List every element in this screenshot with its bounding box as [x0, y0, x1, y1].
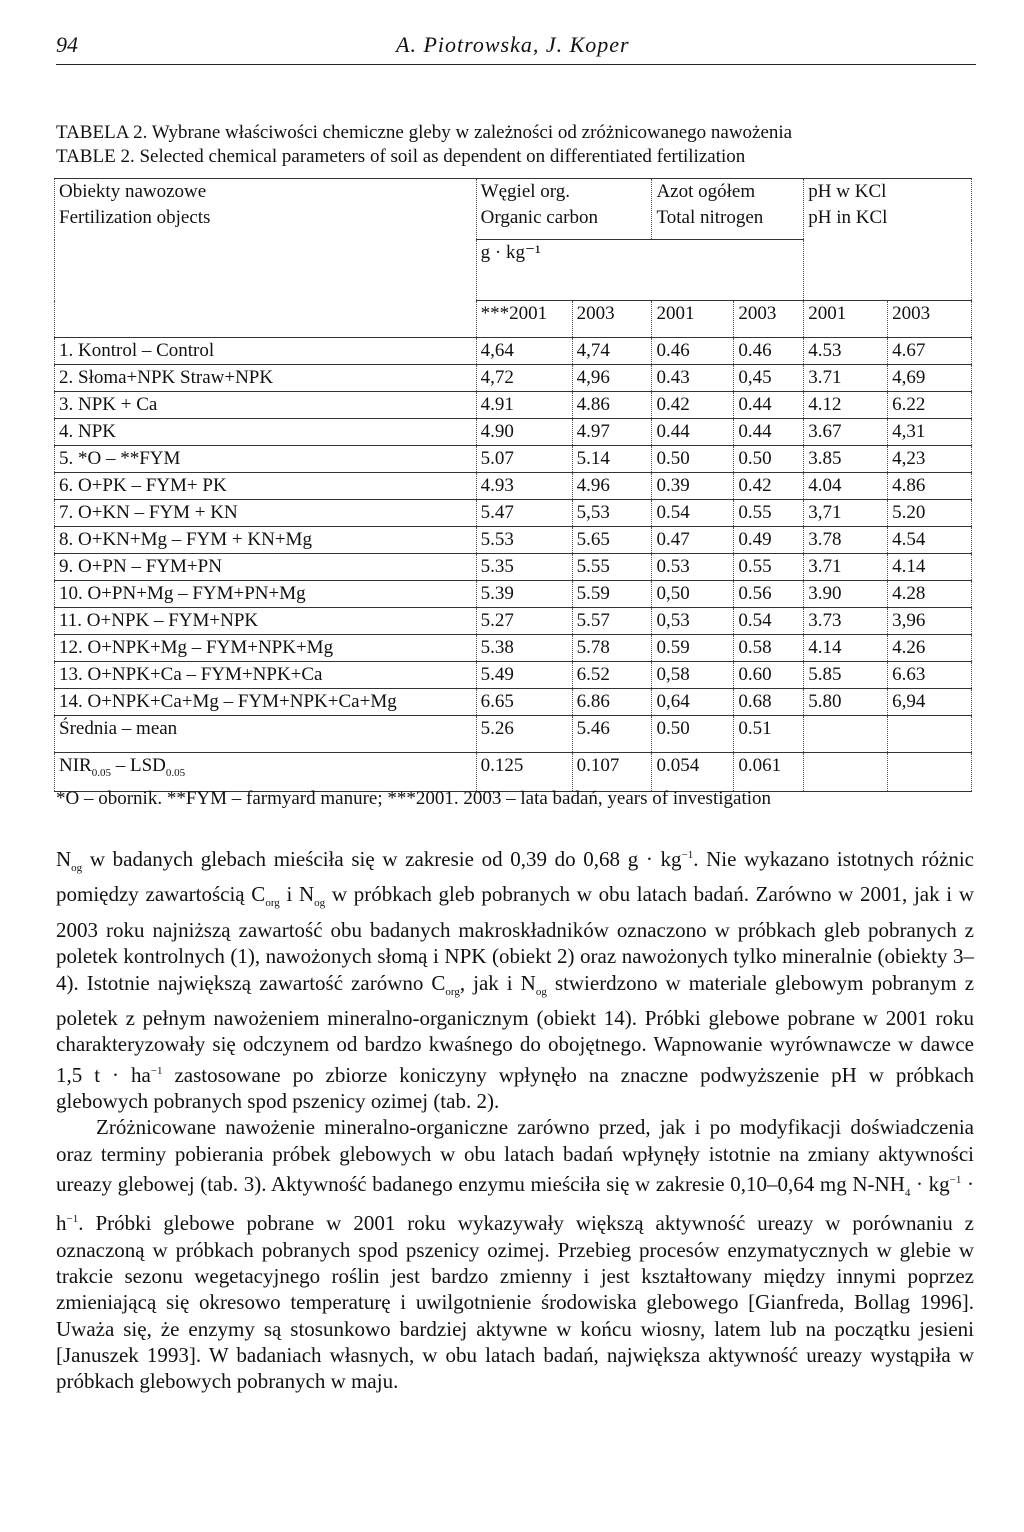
table-cell: 6,94: [888, 689, 972, 716]
table-cell: 0.58: [734, 635, 804, 662]
table-cell: 5.59: [572, 581, 652, 608]
text-run: i N: [279, 882, 315, 907]
table-cell: 4.93: [476, 473, 572, 500]
table-cell: 4.53: [804, 338, 888, 365]
row-label: 11. O+NPK – FYM+NPK: [55, 608, 477, 635]
table-cell: 4.86: [572, 392, 652, 419]
table-footnote: *O – obornik. **FYM – farmyard manure; ***2001. 2003 – lata badań, years of investigation: [56, 788, 771, 809]
table-cell: 5.27: [476, 608, 572, 635]
row-label: 6. O+PK – FYM+ PK: [55, 473, 477, 500]
table-cell: 6.63: [888, 662, 972, 689]
table-row: [55, 689, 972, 716]
table-cell: 0.60: [734, 662, 804, 689]
paragraph-2: [56, 1114, 974, 1394]
lsd-value: 0.125: [476, 753, 572, 792]
col-header-ph-pl: pH w KCl: [808, 181, 887, 202]
year-header: ***2001: [476, 301, 572, 338]
table-cell: 4.26: [888, 635, 972, 662]
chemical-parameters-table: [54, 178, 972, 792]
table-cell: 4.86: [888, 473, 972, 500]
table-cell: 0.55: [734, 554, 804, 581]
text-sup: −1: [949, 1173, 962, 1186]
table-cell: 4,72: [476, 365, 572, 392]
table-cell: 4.12: [804, 392, 888, 419]
text-run: · h: [56, 1171, 975, 1236]
table-cell: 0,45: [734, 365, 804, 392]
lsd-label-main: NIR: [59, 755, 92, 776]
table-cell: 3.78: [804, 527, 888, 554]
mean-value: 5.46: [572, 716, 652, 753]
table-cell: 4.91: [476, 392, 572, 419]
table-cell: 5.57: [572, 608, 652, 635]
lsd-value: 0.054: [652, 753, 734, 792]
table-cell: 0.47: [652, 527, 734, 554]
lsd-sub: 0.05: [165, 766, 186, 779]
table-cell: 6.52: [572, 662, 652, 689]
mean-value: 5.26: [476, 716, 572, 753]
row-label: 12. O+NPK+Mg – FYM+NPK+Mg: [55, 635, 477, 662]
col-header-nitrogen: [652, 179, 804, 240]
text-run: w próbkach gleb pobranych w obu latach badań. Zarówno w 2001, jak i w 2003 roku najniższą zawartość obu badanych makroskładników oznaczono w próbkach gleb pobranych z poletek kontrolnych (1), nawożonych słomą i NPK (obiekt 2) oraz nawożonych tylko mineralnie (obiekty 3–4). Istotnie największą zawartość zarówno C: [56, 882, 975, 995]
table-cell: 5.38: [476, 635, 572, 662]
unit-label: g · kg⁻¹: [476, 240, 804, 301]
lsd-value: 0.061: [734, 753, 804, 792]
table-row: [55, 473, 972, 500]
col-header-carbon-en: Organic carbon: [480, 207, 598, 228]
table-row: [55, 419, 972, 446]
table-cell: 5.47: [476, 500, 572, 527]
table-cell: 5.07: [476, 446, 572, 473]
table-cell: 0.42: [734, 473, 804, 500]
table-cell: 4.97: [572, 419, 652, 446]
text-sub: og: [71, 862, 83, 875]
col-header-carbon: [476, 179, 652, 240]
paragraph-1: [56, 842, 974, 1114]
col-header-carbon-pl: Węgiel org.: [480, 181, 571, 202]
text-run: N: [56, 847, 72, 871]
table-cell: 6.22: [888, 392, 972, 419]
text-sub: 4: [904, 1187, 911, 1200]
table-cell: 4.67: [888, 338, 972, 365]
col-header-nitrogen-pl: Azot ogółem: [656, 181, 756, 202]
table-row: [55, 608, 972, 635]
mean-label: Średnia – mean: [55, 716, 477, 753]
year-header: 2003: [572, 301, 652, 338]
year-header: 2001: [804, 301, 888, 338]
text-run: Zróżnicowane nawożenie mineralno-organiczne zarówno przed, jak i po modyfikacji doświadczenia oraz terminy pobierania próbek glebowych w obu latach badań wpłynęły istotnie na zmiany aktywności ureazy glebowej (tab. 3). Aktywność badanego enzymu mieściła się w zakresie 0,10–0,64 mg N-NH: [56, 1115, 974, 1196]
table-cell: 0.49: [734, 527, 804, 554]
table-cell: 5.14: [572, 446, 652, 473]
row-label: 14. O+NPK+Ca+Mg – FYM+NPK+Ca+Mg: [55, 689, 477, 716]
table-row: [55, 392, 972, 419]
table-cell: 5.80: [804, 689, 888, 716]
page-header: [56, 30, 976, 65]
table-cell: 0,64: [652, 689, 734, 716]
row-label: 3. NPK + Ca: [55, 392, 477, 419]
table-cell: 0.44: [652, 419, 734, 446]
row-label: 10. O+PN+Mg – FYM+PN+Mg: [55, 581, 477, 608]
table-cell: 5.78: [572, 635, 652, 662]
col-header-ph-en: pH in KCl: [808, 207, 888, 228]
table-cell: 0.55: [734, 500, 804, 527]
table-cell: 4.14: [888, 554, 972, 581]
table-row: [55, 527, 972, 554]
table-cell: 5.53: [476, 527, 572, 554]
row-label: 1. Kontrol – Control: [55, 338, 477, 365]
row-label: 7. O+KN – FYM + KN: [55, 500, 477, 527]
table-caption-pl: TABELA 2. Wybrane właściwości chemiczne gleby w zależności od zróżnicowanego nawożenia: [56, 122, 793, 143]
table-cell: 5.20: [888, 500, 972, 527]
col-header-ph: [804, 179, 972, 240]
text-sup: −1: [150, 1064, 163, 1077]
table-cell: 0.50: [734, 446, 804, 473]
text-run: · kg: [910, 1171, 950, 1196]
table-cell: 4,74: [572, 338, 652, 365]
row-label: 13. O+NPK+Ca – FYM+NPK+Ca: [55, 662, 477, 689]
table-cell: 0.59: [652, 635, 734, 662]
text-sup: −1: [681, 849, 694, 861]
col-header-nitrogen-en: Total nitrogen: [656, 207, 764, 228]
table-cell: 0.44: [734, 392, 804, 419]
table-cell: 3,96: [888, 608, 972, 635]
table-cell: 3.85: [804, 446, 888, 473]
row-label: 9. O+PN – FYM+PN: [55, 554, 477, 581]
table-row: [55, 662, 972, 689]
lsd-label-sep: – LSD: [110, 755, 166, 776]
table-cell: 0.53: [652, 554, 734, 581]
table-cell: 4,69: [888, 365, 972, 392]
text-sub: org: [445, 985, 460, 998]
table-cell: 4.14: [804, 635, 888, 662]
body-text: [56, 842, 974, 1394]
year-header: 2003: [734, 301, 804, 338]
col-header-objects-en: Fertilization objects: [59, 207, 211, 228]
table-cell: 3.67: [804, 419, 888, 446]
text-run: , jak i N: [459, 970, 536, 995]
table-cell: 5,53: [572, 500, 652, 527]
table-cell: 5.35: [476, 554, 572, 581]
mean-value: 0.51: [734, 716, 804, 753]
table-cell: 3,71: [804, 500, 888, 527]
table-cell: 4,31: [888, 419, 972, 446]
table-row: [55, 446, 972, 473]
table-cell: 0.54: [734, 608, 804, 635]
table-cell: 4,64: [476, 338, 572, 365]
table-cell: 0.43: [652, 365, 734, 392]
table-cell: 0.68: [734, 689, 804, 716]
lsd-sub: 0.05: [91, 766, 111, 779]
text-sub: og: [535, 985, 547, 998]
table-cell: 4.90: [476, 419, 572, 446]
table-row: [55, 338, 972, 365]
text-run: w badanych glebach mieściła się w zakresie od 0,39 do 0,68 g · kg: [82, 847, 682, 871]
table-cell: 0.44: [734, 419, 804, 446]
table-cell: 3.71: [804, 365, 888, 392]
text-run: . Nie wykazano istotnych różnic pomiędzy zawartością C: [56, 847, 974, 907]
table-cell: 5.65: [572, 527, 652, 554]
table-row: [55, 554, 972, 581]
table-cell: 4,96: [572, 365, 652, 392]
table-cell: 4.28: [888, 581, 972, 608]
lsd-value: 0.107: [572, 753, 652, 792]
table-caption-en: TABLE 2. Selected chemical parameters of soil as dependent on differentiated fertilization: [56, 146, 746, 167]
table-cell: 0.56: [734, 581, 804, 608]
text-run: . Próbki glebowe pobrane w 2001 roku wykazywały większą aktywność ureazy w porównaniu z oznaczoną w próbkach pobranych spod pszenicy ozimej. Przebieg procesów enzymatycznych w glebie w trakcie sezonu wegetacyjnego roślin jest bardzo zmienny i jest kształtowany między innymi poprzez zmieniającą się okresowo temperaturę i uwilgotnienie środowiska glebowego [Gianfreda, Bollag 1996]. Uważa się, że enzymy są stosunkowo bardziej aktywne w końcu wiosny, latem lub na początku jesieni [Januszek 1993]. W badaniach własnych, w obu latach badań, największa aktywność ureazy wystąpiła w próbkach glebowych pobranych w maju.: [56, 1211, 974, 1394]
table-cell: 4,23: [888, 446, 972, 473]
table-cell: 0.54: [652, 500, 734, 527]
col-header-objects: [55, 179, 477, 240]
table-cell: 6.86: [572, 689, 652, 716]
year-header: 2001: [652, 301, 734, 338]
text-sub: og: [314, 897, 326, 910]
text-sub: org: [265, 897, 280, 910]
table-cell: 0,50: [652, 581, 734, 608]
text-sup: −1: [66, 1213, 79, 1226]
table-cell: 4.04: [804, 473, 888, 500]
table-row: [55, 581, 972, 608]
table-cell: 4.96: [572, 473, 652, 500]
table-cell: 3.71: [804, 554, 888, 581]
table-cell: 5.39: [476, 581, 572, 608]
table-cell: 0.42: [652, 392, 734, 419]
col-header-objects-pl: Obiekty nawozowe: [59, 181, 207, 202]
mean-value: 0.50: [652, 716, 734, 753]
table-row: [55, 500, 972, 527]
table-cell: 0,58: [652, 662, 734, 689]
table-cell: 5.85: [804, 662, 888, 689]
table-cell: 6.65: [476, 689, 572, 716]
table-row: [55, 365, 972, 392]
table-cell: 0.46: [734, 338, 804, 365]
text-run: zastosowane po zbiorze koniczyny wpłynęło na znaczne podwyższenie pH w próbkach glebowych pobranych spod pszenicy ozimej (tab. 2).: [56, 1062, 974, 1113]
table-cell: 0,53: [652, 608, 734, 635]
table-cell: 3.90: [804, 581, 888, 608]
table-cell: 5.55: [572, 554, 652, 581]
table-cell: 5.49: [476, 662, 572, 689]
running-head: A. Piotrowska, J. Koper: [396, 32, 630, 57]
table-cell: 0.39: [652, 473, 734, 500]
year-header: 2003: [888, 301, 972, 338]
table-cell: 3.73: [804, 608, 888, 635]
row-label: 4. NPK: [55, 419, 477, 446]
lsd-label: [55, 753, 477, 792]
text-run: stwierdzono w materiale glebowym pobranym z poletek z pełnym nawożeniem mineralno-organicznym (obiekt 14). Próbki glebowe pobrane w 2001 roku charakteryzowały się odczynem od bardzo kwaśnego do obojętnego. Wapnowanie wyrównawcze w dawce 1,5 t · ha: [56, 970, 975, 1087]
row-label: 8. O+KN+Mg – FYM + KN+Mg: [55, 527, 477, 554]
table-cell: 0.46: [652, 338, 734, 365]
table-cell: 4.54: [888, 527, 972, 554]
table-cell: 0.50: [652, 446, 734, 473]
page-number: 94: [56, 32, 78, 57]
table-row: [55, 635, 972, 662]
row-label: 2. Słoma+NPK Straw+NPK: [55, 365, 477, 392]
row-label: 5. *O – **FYM: [55, 446, 477, 473]
